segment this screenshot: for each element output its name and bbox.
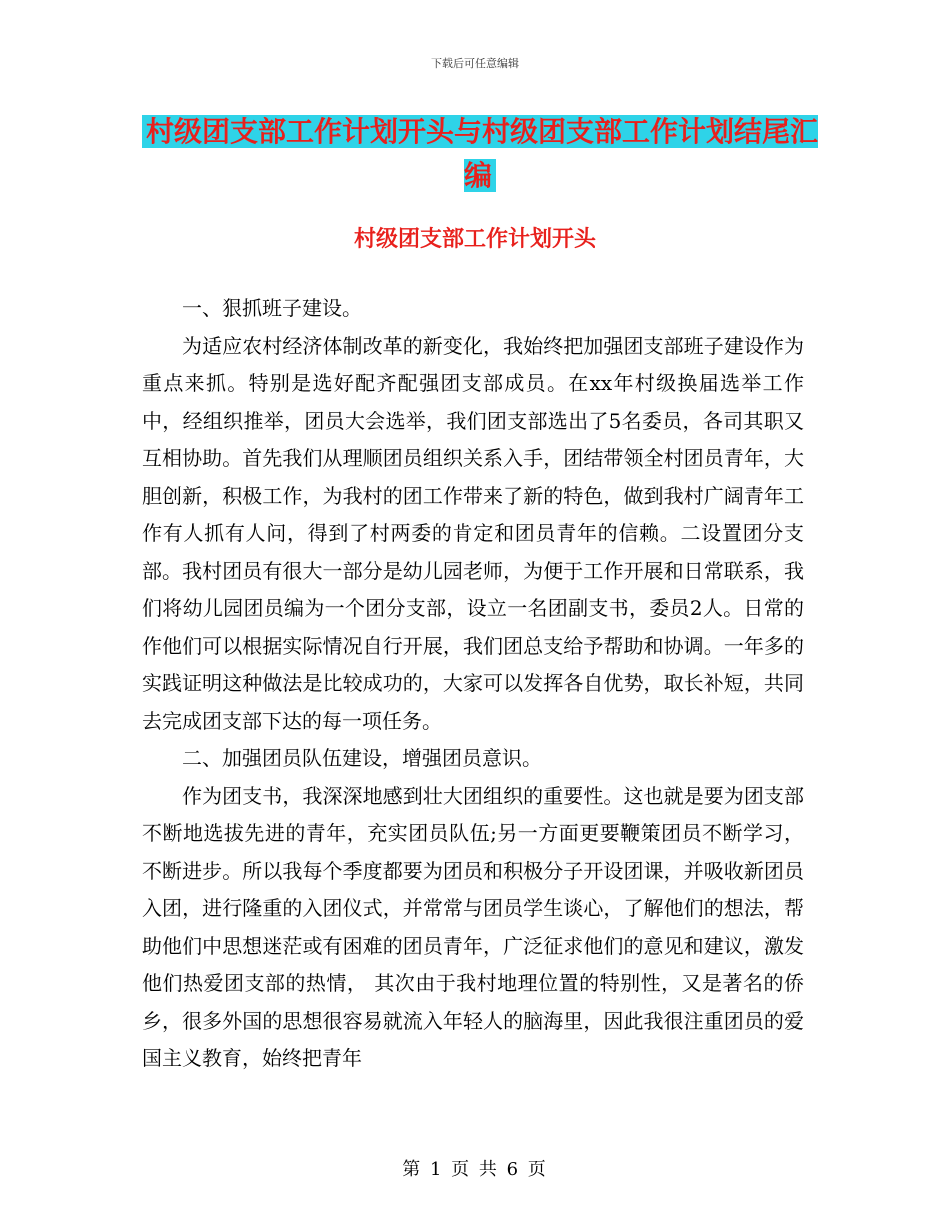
document-title [140,110,820,198]
header-note: 下载后可任意编辑 [431,57,519,70]
section-title: 村级团支部工作计划开头 [353,226,596,252]
body-text [142,290,804,1078]
page-footer: 第 1 页 共 6 页 [402,1159,548,1180]
paragraph: 作为团支书，我深深地感到壮大团组织的重要性。这也就是要为团支部不断地选拔先进的青年，充实团员队伍;另一方面更要鞭策团员不断学习，不断进步。所以我每个季度都要为团员和积极分子开设团课，并吸收新团员入团，进行隆重的入团仪式，并常常与团员学生谈心，了解他们的想法，帮助他们中思想迷茫或有困难的团员青年，广泛征求他们的意见和建议，激发他们热爱团支部的热情， 其次由于我村地理位置的特别性，又是著名的侨乡，很多外国的思想很容易就流入年轻人的脑海里，因此我很注重团员的爱国主义教育，始终把青年 [142,783,804,1070]
paragraph: 二、加强团员队伍建设，增强团员意识。 [182,746,542,770]
document-title-text: 村级团支部工作计划开头与村级团支部工作计划结尾汇编 [142,115,818,192]
paragraph: 一、狠抓班子建设。 [182,296,362,320]
paragraph: 为适应农村经济体制改革的新变化，我始终把加强团支部班子建设作为重点来抓。特别是选好配齐配强团支部成员。在xx年村级换届选举工作中，经组织推举，团员大会选举，我们团支部选出了5名委员，各司其职又互相协助。首先我们从理顺团员组织关系入手，团结带领全村团员青年，大胆创新，积极工作，为我村的团工作带来了新的特色，做到我村广阔青年工作有人抓有人问，得到了村两委的肯定和团员青年的信赖。二设置团分支部。我村团员有很大一部分是幼儿园老师，为便于工作开展和日常联系，我们将幼儿园团员编为一个团分支部，设立一名团副支书，委员2人。日常的作他们可以根据实际情况自行开展，我们团总支给予帮助和协调。一年多的实践证明这种做法是比较成功的，大家可以发挥各自优势，取长补短，共同去完成团支部下达的每一项任务。 [142,333,804,733]
